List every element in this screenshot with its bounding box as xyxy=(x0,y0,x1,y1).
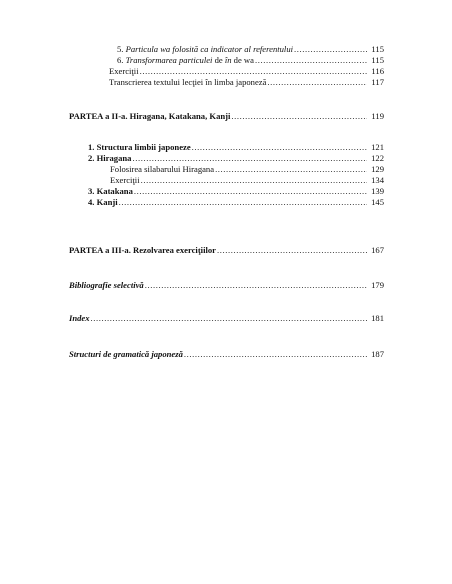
toc-entry xyxy=(88,186,384,197)
toc-entry-text: Transcrierea textului lecţiei în limba japoneză xyxy=(109,77,267,87)
leader-dots xyxy=(91,313,367,324)
leader-dots xyxy=(217,245,367,256)
toc-page-number: 134 xyxy=(371,175,384,185)
leader-dots xyxy=(255,55,367,66)
leader-dots xyxy=(267,77,367,88)
toc-entry-text: PARTEA a III-a. Rezolvarea exerciţiilor xyxy=(69,245,216,255)
toc-page-number: 121 xyxy=(371,142,384,152)
toc-entry-text: PARTEA a II-a. Hiragana, Katakana, Kanji xyxy=(69,111,231,121)
toc-entry-text: 4. Kanji xyxy=(88,197,118,207)
toc-page-number: 115 xyxy=(371,44,384,54)
toc-page-number: 122 xyxy=(371,153,384,163)
toc-page-number: 167 xyxy=(371,245,384,255)
toc-entry-text: 5. Particula wa folosită ca indicator al referentului xyxy=(117,44,293,54)
toc-entry xyxy=(110,164,384,175)
leader-dots xyxy=(140,66,367,77)
toc-entry-text: 1. Structura limbii japoneze xyxy=(88,142,191,152)
toc-entry xyxy=(88,153,384,164)
leader-dots xyxy=(294,44,367,55)
toc-part-entry xyxy=(69,245,384,256)
toc-page-number: 116 xyxy=(371,66,384,76)
toc-part-entry xyxy=(69,280,384,291)
toc-entry xyxy=(88,197,384,208)
toc-entry-text: Bibliografie selectivă xyxy=(69,280,144,290)
leader-dots xyxy=(231,111,367,122)
toc-entry-text: 2. Hiragana xyxy=(88,153,132,163)
leader-dots xyxy=(192,142,367,153)
toc-page-number: 187 xyxy=(371,349,384,359)
leader-dots xyxy=(141,175,367,186)
toc-page-number: 145 xyxy=(371,197,384,207)
toc-page-number: 119 xyxy=(371,111,384,121)
toc-entry xyxy=(117,44,384,55)
toc-part-entry xyxy=(69,349,384,360)
leader-dots xyxy=(145,280,367,291)
toc-entry-text: 6. Transformarea particulei de în de wa xyxy=(117,55,254,65)
toc-entry-text: Exerciţii xyxy=(110,175,140,185)
toc-entry-text: Structuri de gramatică japoneză xyxy=(69,349,183,359)
toc-entry xyxy=(109,77,384,88)
toc-page-number: 115 xyxy=(371,55,384,65)
toc-part-entry xyxy=(69,313,384,324)
toc-page-number: 179 xyxy=(371,280,384,290)
toc-entry xyxy=(110,175,384,186)
toc-page-number: 129 xyxy=(371,164,384,174)
leader-dots xyxy=(119,197,367,208)
toc-entry-text: Index xyxy=(69,313,90,323)
toc-part-entry xyxy=(69,111,384,122)
toc-entry xyxy=(117,55,384,66)
toc-entry xyxy=(88,142,384,153)
leader-dots xyxy=(215,164,367,175)
leader-dots xyxy=(184,349,367,360)
toc-page-number: 139 xyxy=(371,186,384,196)
leader-dots xyxy=(134,186,367,197)
toc-page-number: 181 xyxy=(371,313,384,323)
toc-entry xyxy=(109,66,384,77)
toc-entry-text: Folosirea silabarului Hiragana xyxy=(110,164,215,174)
leader-dots xyxy=(132,153,367,164)
toc-entry-text: 3. Katakana xyxy=(88,186,133,196)
toc-page-number: 117 xyxy=(371,77,384,87)
toc-entry-text: Exerciţii xyxy=(109,66,139,76)
